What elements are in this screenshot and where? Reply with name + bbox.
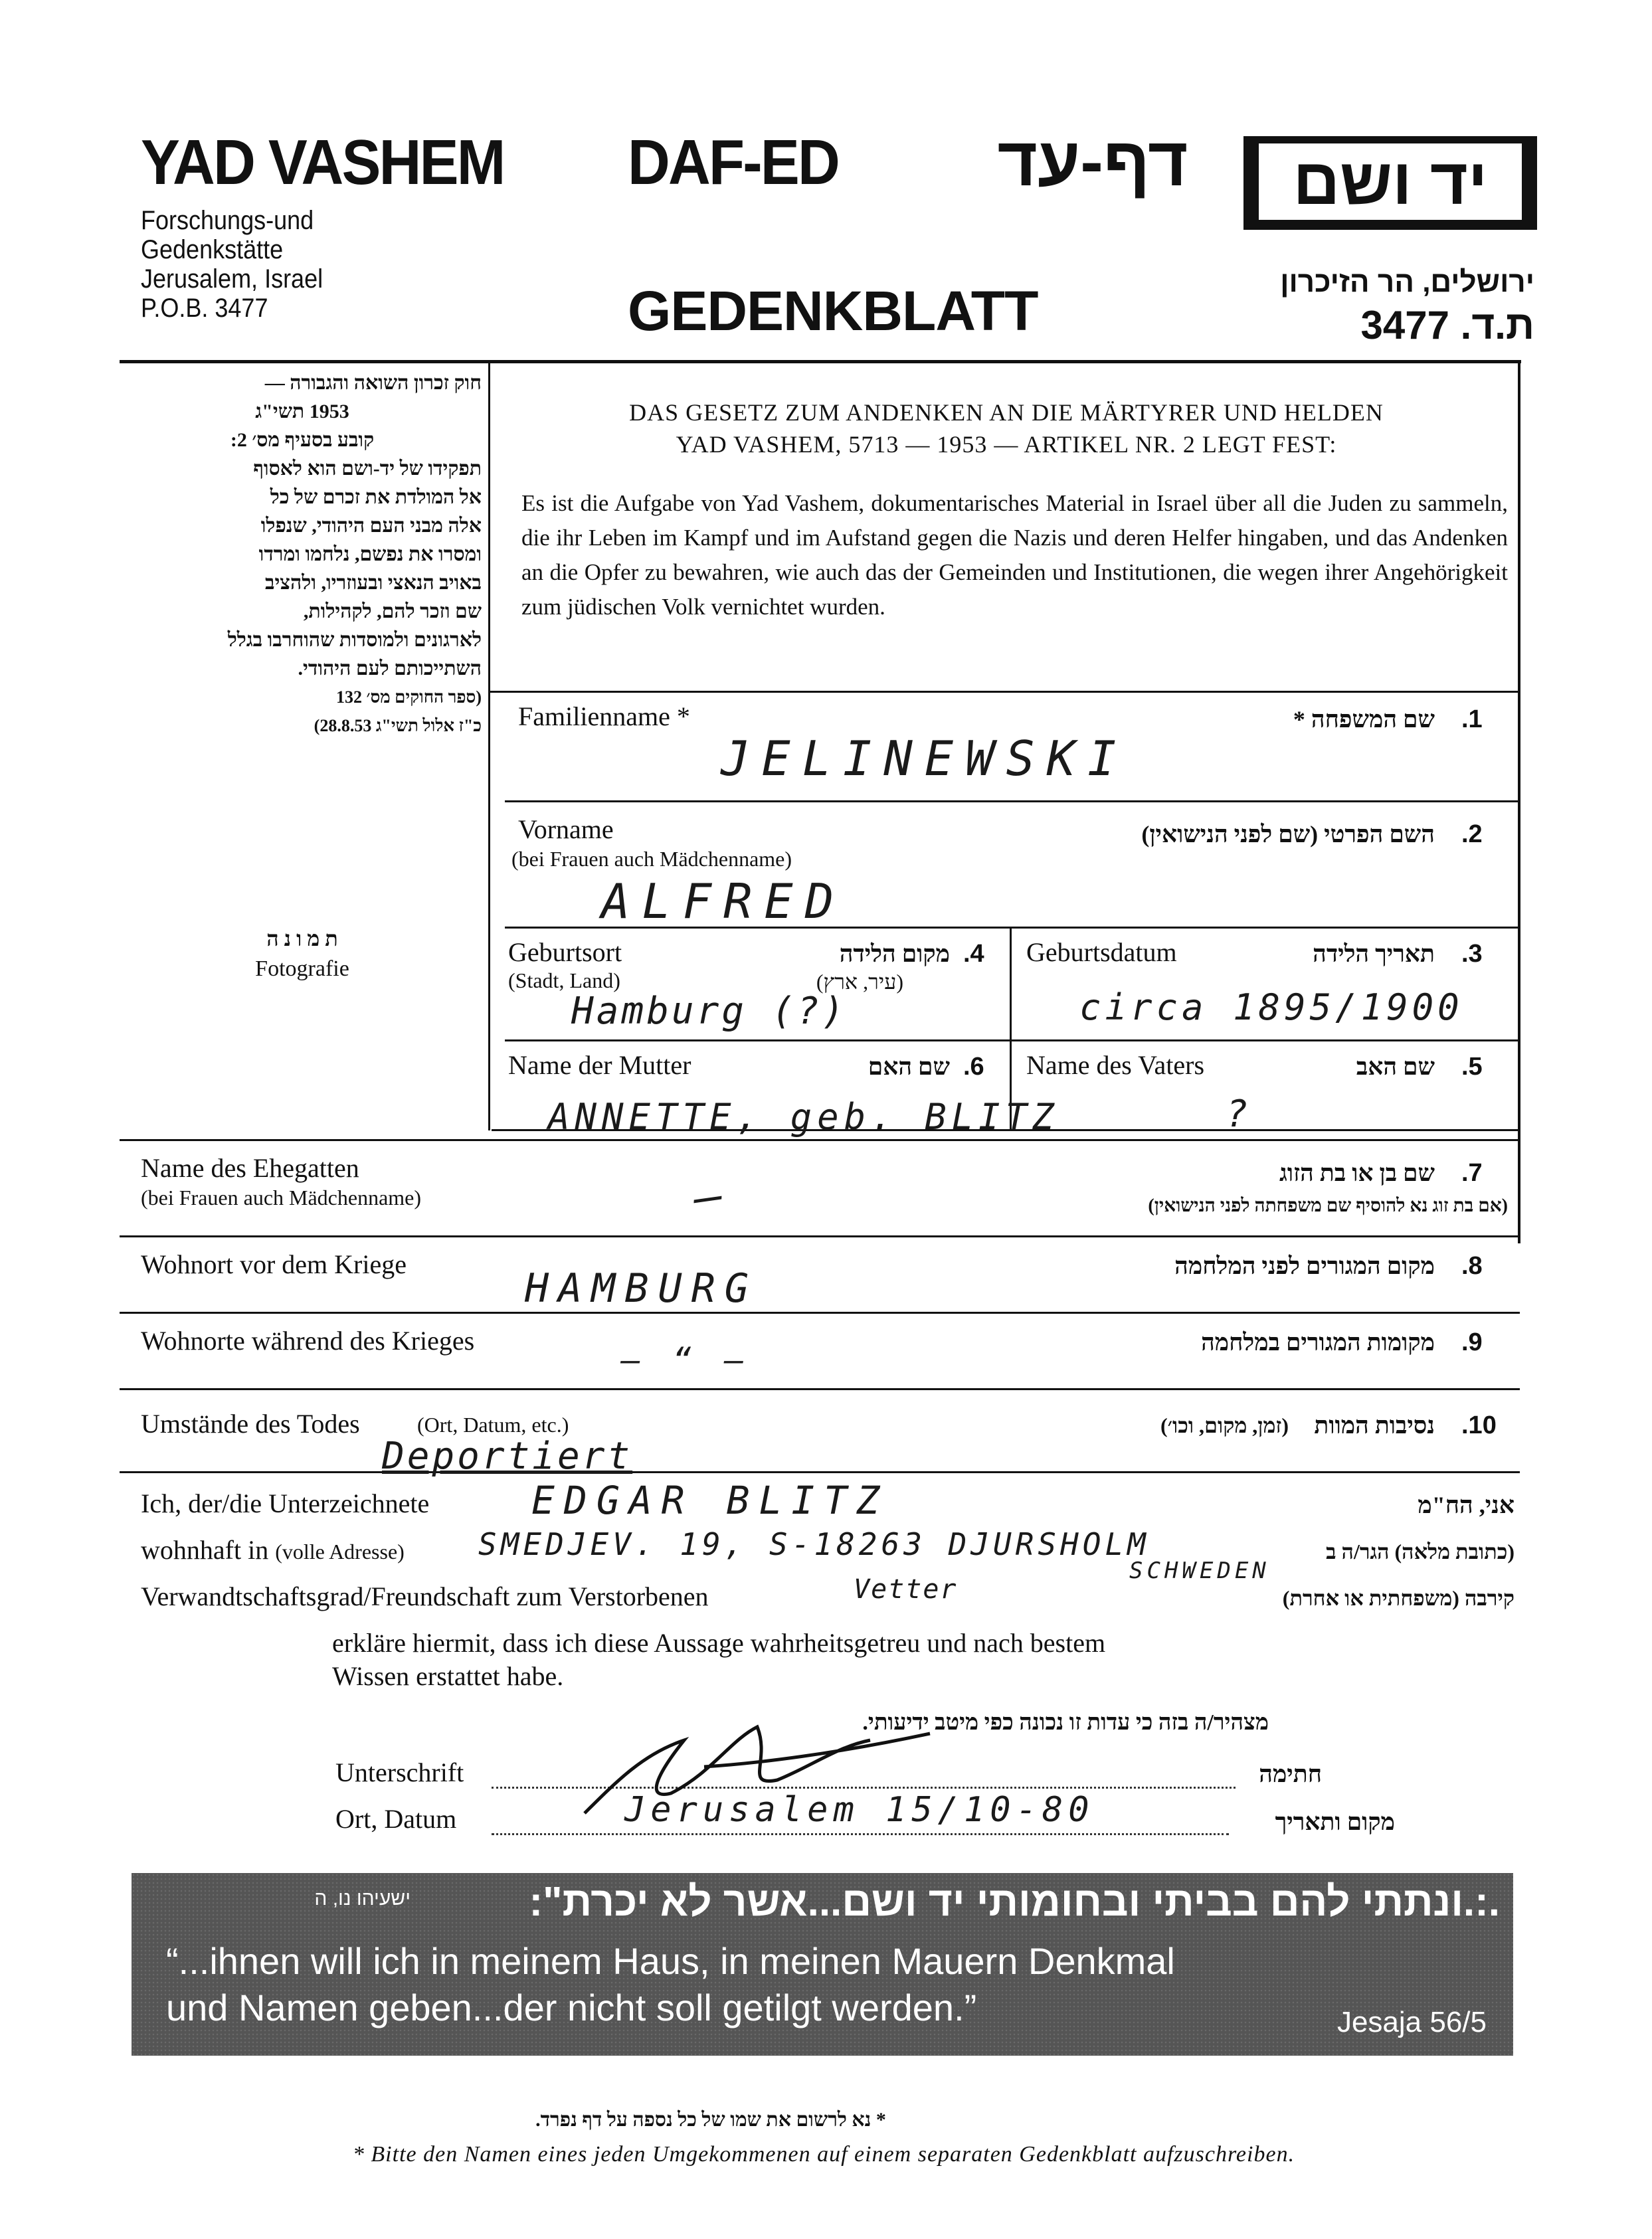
field-label-hebrew: שם האב	[1356, 1053, 1435, 1080]
declarant-relation-hebrew: קירבה (משפחתית או אחרת)	[1282, 1586, 1514, 1610]
field-number: .10	[1461, 1411, 1497, 1439]
top-rule	[120, 360, 1521, 363]
field-sublabel-hebrew: (אם בת זוג נא להוסיף שם משפחתה לפני הנישואין)	[1148, 1196, 1508, 1216]
field-value[interactable]: —	[690, 1167, 726, 1225]
place-date-value[interactable]: Jerusalem 15/10-80	[624, 1790, 1095, 1830]
declarant-country-value[interactable]: SCHWEDEN	[1129, 1558, 1270, 1584]
law-hebrew-line: תפקידו של יד-ושם הוא לאסוף	[253, 458, 482, 480]
address-label: wohnhaft in	[141, 1535, 269, 1565]
field-number: .5	[1461, 1053, 1483, 1081]
yad-vashem-logo	[1243, 136, 1537, 230]
law-german-title-2: YAD VASHEM, 5713 — 1953 — ARTIKEL NR. 2 LEGT FEST:	[676, 431, 1337, 458]
field-value[interactable]: ?	[1226, 1093, 1260, 1136]
daf-ed-hebrew: דף-עד	[997, 124, 1188, 201]
photo-label: Fotografie	[255, 956, 349, 981]
field-value[interactable]: HAMBURG	[525, 1265, 758, 1312]
rule-f10-top	[120, 1388, 1520, 1390]
quote-german-2: und Namen geben...der nicht soll getilgt werden.”	[166, 1987, 977, 2028]
declarant-address-value[interactable]: SMEDJEV. 19, S-18263 DJURSHOLM	[478, 1526, 1150, 1562]
field-sublabel-hebrew: (זמן, מקום, וכו׳)	[1160, 1413, 1289, 1437]
footer-german: * Bitte den Namen eines jeden Umgekommenen auf einem separaten Gedenkblatt aufzuschreiben.	[352, 2142, 1295, 2167]
logo-text: יד ושם	[1259, 143, 1522, 220]
law-hebrew-line: באויב הנאצי ובעוזריו, ולהציב	[264, 572, 482, 594]
org-title: YAD VASHEM	[141, 127, 504, 198]
field-label: Name des Ehegatten	[141, 1153, 359, 1183]
field-label: Geburtsdatum	[1026, 937, 1177, 967]
org-line: P.O.B. 3477	[141, 294, 268, 323]
rule-f9-top	[120, 1312, 1520, 1314]
field-number: .2	[1461, 820, 1483, 848]
field-sublabel: (bei Frauen auch Mädchenname)	[141, 1186, 422, 1209]
field-label-hebrew: שם האם	[868, 1053, 950, 1080]
declarant-relation-label: Verwandtschaftsgrad/Freundschaft zum Verstorbenen	[141, 1581, 709, 1611]
field-value[interactable]: Hamburg (?)	[571, 990, 847, 1033]
quote-reference: Jesaja 56/5	[1336, 2006, 1487, 2038]
place-date-hebrew: מקום ותאריך	[1275, 1809, 1395, 1835]
field-number: .4	[963, 940, 984, 968]
field-label-hebrew: שם בן או בת הזוג	[1279, 1160, 1435, 1186]
field-label-hebrew: נסיבות המוות	[1314, 1412, 1435, 1439]
field-value[interactable]: ANNETTE, geb. BLITZ	[548, 1096, 1059, 1138]
address-sublabel: (volle Adresse)	[275, 1540, 405, 1564]
field-sublabel: (Ort, Datum, etc.)	[417, 1413, 569, 1437]
statement-hebrew: מצהיר/ה בזה כי עדות זו נכונה כפי מיטב ידיעותי.	[862, 1710, 1269, 1735]
field-label: Name des Vaters	[1026, 1050, 1205, 1080]
declarant-address-label	[141, 1534, 405, 1566]
law-german-body: Es ist die Aufgabe von Yad Vashem, dokumentarisches Material in Israel über all die Juden zu sammeln, die ihr Leben im Kampf und im Aufstand gegen die Nazis und deren Helfer hingaben, und das Andenken an die Opfer zu bewahren, wie auch das der Gemeinden und Institutionen, die wegen ihrer Angehörigkeit zum jüdischen Volk vernichtet wurden.	[521, 490, 1508, 620]
rule-f1-top	[488, 691, 1520, 693]
declarant-name-value[interactable]: EDGAR BLITZ	[531, 1478, 889, 1523]
field-value[interactable]: ALFRED	[601, 873, 846, 929]
field-label: Familienname *	[518, 701, 690, 731]
quote-german-1: “...ihnen will ich in meinem Haus, in meinen Mauern Denkmal	[166, 1940, 1175, 1982]
address-hebrew-1: ירושלים, הר הזיכרון	[1280, 266, 1534, 298]
law-hebrew-line: אל המולדת את זכרם של כל	[270, 486, 482, 508]
rule-mid-3-4	[1010, 927, 1012, 1039]
declarant-name-hebrew: אני, הח"מ	[1418, 1492, 1514, 1518]
field-label-hebrew: השם הפרטי (שם לפני הנישואין)	[1141, 821, 1435, 848]
law-hebrew-line: שם וזכר להם, לקהילות,	[303, 600, 482, 622]
field-label-hebrew: תאריך הלידה	[1313, 940, 1435, 967]
field-label-hebrew: מקום הלידה	[839, 940, 950, 967]
org-line: Forschungs-und	[141, 206, 314, 235]
declarant-relation-value[interactable]: Vetter	[854, 1574, 958, 1605]
field-label: Umstände des Todes	[141, 1409, 360, 1439]
org-address	[141, 206, 323, 323]
photo-label-hebrew: ת מ ו נ ה	[266, 927, 338, 950]
field-sublabel: (bei Frauen auch Mädchenname)	[511, 847, 792, 871]
field-label: Wohnorte während des Krieges	[141, 1326, 475, 1356]
field-label-hebrew: שם המשפחה *	[1293, 706, 1435, 733]
field-label: Wohnort vor dem Kriege	[141, 1249, 407, 1279]
field-value[interactable]: Deportiert	[382, 1435, 633, 1478]
field-number: .6	[963, 1053, 984, 1081]
law-hebrew-line: השתייכותם לעם היהודי.	[298, 658, 482, 679]
law-hebrew-line: (ספר החוקים מס׳ 132	[335, 687, 482, 707]
rule-f2-top	[505, 800, 1520, 802]
statement-line-1: erkläre hiermit, dass ich diese Aussage wahrheitsgetreu und nach bestem	[332, 1628, 1106, 1658]
place-date-label: Ort, Datum	[335, 1804, 457, 1834]
field-number: .1	[1461, 705, 1483, 733]
field-label-hebrew: מקום המגורים לפני המלחמה	[1174, 1253, 1435, 1279]
law-hebrew-line: קובע בסעיף מס׳ 2:	[230, 429, 375, 451]
law-hebrew-line: 1953 תשי"ג	[255, 401, 349, 422]
gedenkblatt-title: GEDENKBLATT	[628, 280, 1038, 342]
field-number: .9	[1461, 1328, 1483, 1356]
law-german-title-1: DAS GESETZ ZUM ANDENKEN AN DIE MÄRTYRER UND HELDEN	[629, 399, 1384, 426]
declarant-address-hebrew: (כתובת מלאה) הגר/ה ב	[1326, 1540, 1514, 1564]
daf-ed-title: DAF-ED	[628, 127, 839, 198]
quote-banner	[132, 1873, 1513, 2056]
law-hebrew-line: כ"ז אלול תשי"ג 28.8.53)	[314, 716, 482, 735]
statement-line-2: Wissen erstattet habe.	[332, 1661, 564, 1691]
field-number: .7	[1461, 1159, 1483, 1187]
law-hebrew-text	[123, 369, 482, 740]
declarant-name-label: Ich, der/die Unterzeichnete	[141, 1488, 430, 1518]
rule-f7-top	[120, 1139, 1520, 1141]
signature-label: Unterschrift	[335, 1757, 464, 1787]
field-value[interactable]: — “ —	[621, 1342, 751, 1379]
field-label: Name der Mutter	[508, 1050, 691, 1080]
law-hebrew-line: לארגונים ולמוסדות שהוחרבו בגלל	[227, 629, 482, 651]
field-number: .3	[1461, 940, 1483, 968]
quote-hebrew: .:.ונתתי להם בביתי ובחומותי יד ושם...אשר לא יכרת":	[529, 1879, 1500, 1925]
field-sublabel: (Stadt, Land)	[508, 968, 620, 992]
field-value[interactable]: JELINEWSKI	[721, 731, 1129, 786]
field-label: Vorname	[518, 814, 614, 844]
field-value[interactable]: circa 1895/1900	[1079, 986, 1463, 1028]
field-label: Geburtsort	[508, 937, 622, 967]
rule-f10-bottom	[120, 1471, 1520, 1473]
rule-f5-top	[505, 1039, 1520, 1041]
footer-hebrew: * נא לרשום את שמו של כל נספה על דף נפרד.	[535, 2109, 886, 2131]
org-line: Gedenkstätte	[141, 235, 284, 264]
signature-hebrew: חתימה	[1259, 1761, 1322, 1787]
law-hebrew-line: חוק זכרון השואה והגבורה —	[264, 372, 482, 394]
address-hebrew-2: ת.ד. 3477	[1360, 303, 1534, 347]
field-sublabel-hebrew: (עיר, ארץ)	[816, 970, 903, 994]
law-hebrew-line: אלה מבני העם היהודי, שנפלו	[260, 515, 482, 537]
place-date-line	[492, 1833, 1229, 1835]
rule-f8-top	[120, 1235, 1520, 1237]
field-number: .8	[1461, 1252, 1483, 1280]
field-label-hebrew: מקומות המגורים במלחמה	[1201, 1329, 1435, 1356]
quote-hebrew-ref: ישעיהו נו, ה	[314, 1888, 411, 1910]
left-column-rule	[488, 360, 490, 1130]
org-line: Jerusalem, Israel	[141, 264, 323, 294]
law-hebrew-line: ומסרו את נפשם, נלחמו ומרדו	[258, 543, 482, 565]
